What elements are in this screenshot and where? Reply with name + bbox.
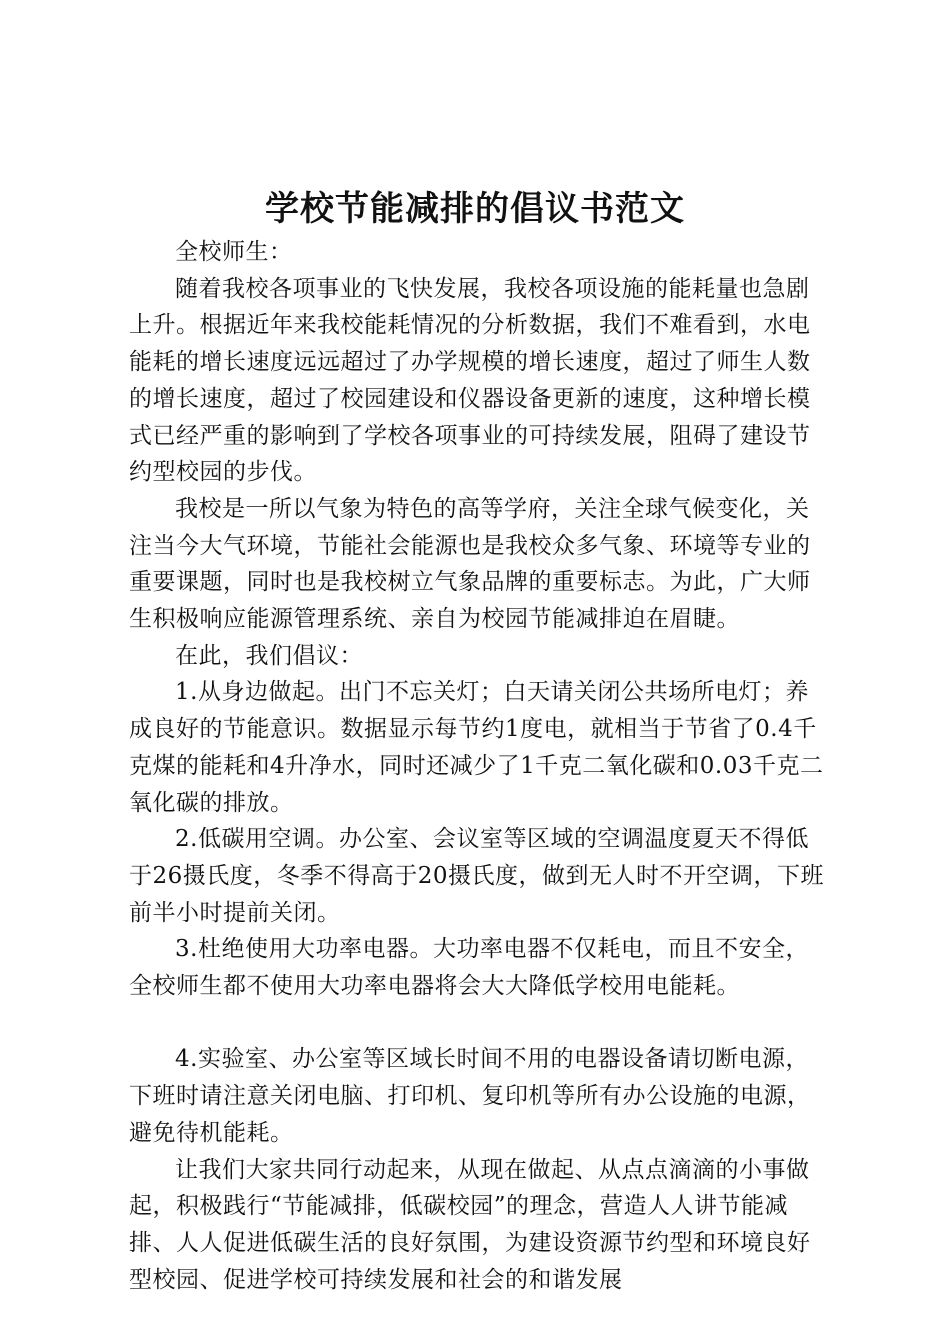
document-title: 学校节能减排的倡议书范文 bbox=[265, 189, 685, 229]
proposal-item-4: 4.实验室、办公室等区域长时间不用的电器设备请切断电源，下班时请注意关闭电脑、打印机、复印机等所有办公设施的电源，避免待机能耗。 bbox=[129, 1046, 811, 1146]
paragraph-closing: 让我们大家共同行动起来，从现在做起、从点点滴滴的小事做起，积极践行“节能减排，低碳校园”的理念，营造人人讲节能减排、人人促进低碳生活的良好氛围，为建设资源节约型和环境良好型校园、促进学校可持续发展和社会的和谐发展 bbox=[129, 1156, 811, 1293]
blank-line bbox=[129, 1005, 829, 1042]
proposal-item-2: 2.低碳用空调。办公室、会议室等区域的空调温度夏天不得低于26摄氏度，冬季不得高于20摄氏度，做到无人时不开空调，下班前半小时提前关闭。 bbox=[129, 826, 825, 926]
proposal-item-1: 1.从身边做起。出门不忘关灯；白天请关闭公共场所电灯；养成良好的节能意识。数据显示每节约1度电，就相当于节省了0.4千克煤的能耗和4升净水，同时还减少了1千克二氧化碳和0.03千克二氧化碳的排放。 bbox=[129, 679, 824, 816]
paragraph-background: 随着我校各项事业的飞快发展，我校各项设施的能耗量也急剧上升。根据近年来我校能耗情况的分析数据，我们不难看到，水电能耗的增长速度远远超过了办学规模的增长速度，超过了师生人数的增长速度，超过了校园建设和仪器设备更新的速度，这种增长模式已经严重的影响到了学校各项事业的可持续发展，阻碍了建设节约型校园的步伐。 bbox=[129, 275, 811, 486]
document-body bbox=[129, 234, 829, 1298]
salutation: 全校师生： bbox=[175, 239, 293, 265]
proposal-item-3: 3.杜绝使用大功率电器。大功率电器不仅耗电，而且不安全，全校师生都不使用大功率电器将会大大降低学校用电能耗。 bbox=[129, 936, 809, 1000]
paragraph-proposal-intro: 在此，我们倡议： bbox=[175, 642, 363, 669]
paragraph-school-profile: 我校是一所以气象为特色的高等学府，关注全球气候变化，关注当今大气环境，节能社会能源也是我校众多气象、环境等专业的重要课题，同时也是我校树立气象品牌的重要标志。为此，广大师生积极响应能源管理系统、亲自为校园节能减排迫在眉睫。 bbox=[129, 495, 811, 633]
